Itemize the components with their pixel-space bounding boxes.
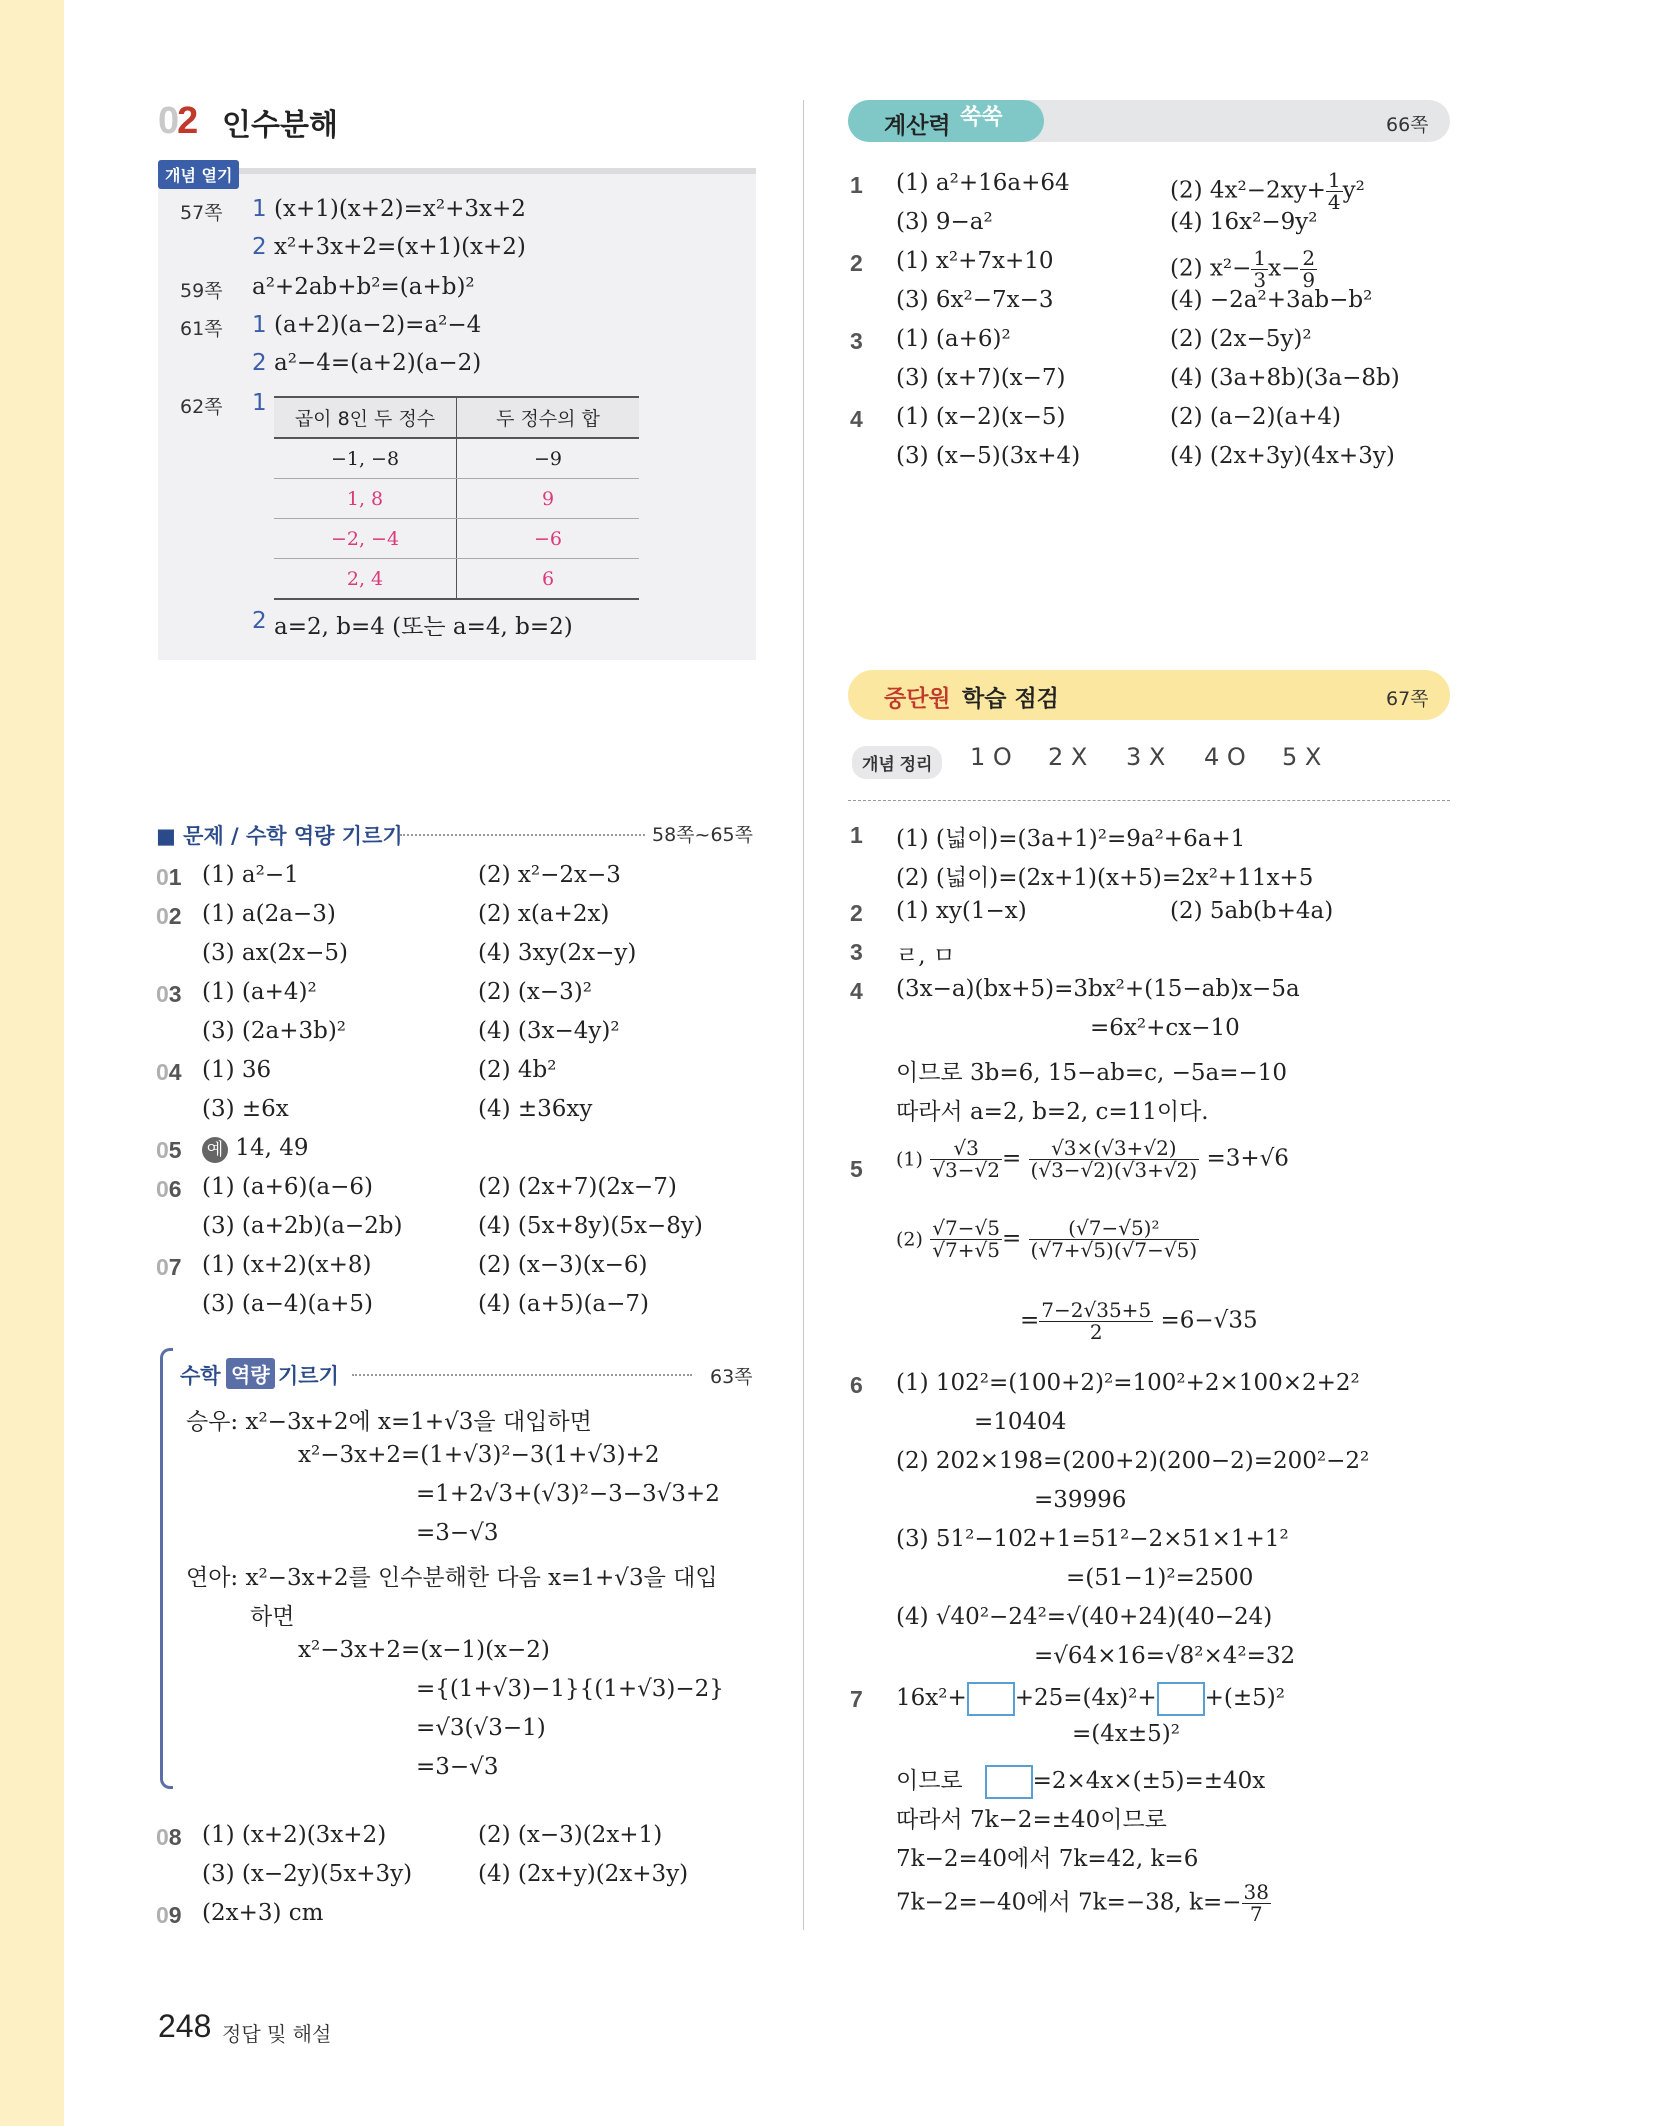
- problem-number: 02: [156, 903, 182, 929]
- answer: (1) (x+2)(x+8): [202, 1252, 372, 1278]
- concept-tag: 개념 열기: [158, 160, 239, 189]
- problem-number: 06: [156, 1176, 182, 1202]
- math-line: =3−√3: [416, 1520, 499, 1546]
- math-line: =√3(√3−1): [416, 1715, 546, 1741]
- item-number: 1: [252, 196, 267, 222]
- math-line: x²−3x+2=(1+√3)²−3(1+√3)+2: [298, 1442, 660, 1468]
- review-line-7f: 7k−2=−40에서 7k=−38, k=− $\frac{38}{7}$: [896, 1880, 1269, 1926]
- answer: (4) 3xy(2x−y): [478, 940, 637, 966]
- review-line: ㄹ, ㅁ: [896, 943, 956, 969]
- fraction: $\frac{1}{3}$: [1253, 246, 1267, 292]
- answer: (3) 9−a²: [896, 209, 993, 235]
- table-header: 곱이 8인 두 정수: [274, 397, 457, 438]
- answer: (4) (a+5)(a−7): [478, 1291, 650, 1317]
- review-line: (2) 202×198=(200+2)(200−2)=200²−2²: [896, 1448, 1370, 1474]
- math-line: ={(1+√3)−1}{(1+√3)−2}: [416, 1676, 724, 1702]
- answer: (2) (x−3)²: [478, 979, 592, 1005]
- page-number: 248: [158, 2008, 212, 2044]
- table-cell: −6: [457, 519, 640, 559]
- table-cell: −9: [457, 438, 640, 479]
- answer: (1) a²−1: [202, 862, 299, 888]
- concept-expr: a²+2ab+b²=(a+b)²: [252, 274, 475, 300]
- table-cell: 9: [457, 479, 640, 519]
- review-line: 7k−2=40에서 7k=42, k=6: [896, 1846, 1199, 1872]
- ox-answer: 3 X: [1126, 743, 1166, 771]
- math-box-bracket: [160, 1348, 173, 1789]
- item-number: 1: [252, 312, 267, 338]
- answer: (2) 4x²−2xy+ $\frac{1}{4}$ y²: [1170, 168, 1365, 214]
- concept-expr: a²−4=(a+2)(a−2): [274, 350, 482, 376]
- answer: (1) (x−2)(x−5): [896, 404, 1066, 430]
- answer: (1) (x+2)(3x+2): [202, 1822, 387, 1848]
- answer: 예 14, 49: [202, 1135, 308, 1163]
- problem-number: 05: [156, 1137, 182, 1163]
- answer: (1) 36: [202, 1057, 272, 1083]
- math-line: 하면: [250, 1604, 295, 1630]
- answer: (4) (3x−4y)²: [478, 1018, 620, 1044]
- problem-number: 01: [156, 864, 182, 890]
- problem-number: 1: [850, 172, 863, 198]
- calc-title: 계산력: [884, 113, 951, 139]
- review-num: 3: [850, 939, 863, 965]
- section-number: 02: [158, 100, 197, 142]
- review-line: (1) xy(1−x): [896, 898, 1027, 924]
- answer: (1) (a+6)²: [896, 326, 1011, 352]
- column-divider: [803, 100, 804, 1930]
- ox-answer: 4 O: [1204, 743, 1246, 771]
- fraction-line-5-2: (2) $\frac{√7-√5}{√7+√5}$ = $\frac{\text{(√7−√5)²}}{(√7+√5)(√7-√5)}$: [896, 1216, 1198, 1262]
- review-num: 7: [850, 1686, 863, 1712]
- review-title-2: 학습 점검: [962, 686, 1059, 712]
- answer: (1) a²+16a+64: [896, 170, 1070, 196]
- table-cell: 1, 8: [274, 479, 457, 519]
- left-margin-strip: [0, 0, 64, 2126]
- calc-title-suffix: 쑥쑥: [960, 105, 1003, 130]
- answer: (3) (x−2y)(5x+3y): [202, 1861, 413, 1887]
- concept-expr: x²+3x+2=(x+1)(x+2): [274, 234, 526, 260]
- review-line: (3) 51²−102+1=51²−2×51×1+1²: [896, 1526, 1289, 1552]
- answer: (2) 4b²: [478, 1057, 557, 1083]
- item-number: 2: [252, 350, 267, 376]
- answer: (2x+3) cm: [202, 1900, 324, 1926]
- review-num: 5: [850, 1156, 863, 1182]
- ox-answer: 1 O: [970, 743, 1012, 771]
- math-heading-3: 기르기: [278, 1364, 339, 1388]
- answer: (1) x²+7x+10: [896, 248, 1054, 274]
- review-num: 1: [850, 822, 863, 848]
- answer: (2) (x−3)(2x+1): [478, 1822, 663, 1848]
- answer: (3) ax(2x−5): [202, 940, 349, 966]
- section-title: 인수분해: [222, 108, 338, 143]
- page-ref-61: 61쪽: [180, 318, 223, 340]
- calc-page: 66쪽: [1386, 114, 1429, 136]
- math-heading-2: 역량: [226, 1358, 275, 1389]
- answer: (4) (2x+y)(2x+3y): [478, 1861, 689, 1887]
- item-number: 1: [252, 390, 267, 416]
- concept-expr: (x+1)(x+2)=x²+3x+2: [274, 196, 526, 222]
- answer: (2) (2x−5y)²: [1170, 326, 1312, 352]
- review-line: =(51−1)²=2500: [1066, 1565, 1254, 1591]
- answer: (2) (a−2)(a+4): [1170, 404, 1342, 430]
- review-line: 이므로 3b=6, 15−ab=c, −5a=−10: [896, 1060, 1288, 1086]
- ox-answer: 5 X: [1282, 743, 1322, 771]
- review-line: 따라서 7k−2=±40이므로: [896, 1807, 1167, 1833]
- answer: (1) a(2a−3): [202, 901, 336, 927]
- answer: (3) 6x²−7x−3: [896, 287, 1054, 313]
- math-line: =3−√3: [416, 1754, 499, 1780]
- integer-pairs-table: [274, 396, 639, 600]
- review-num: 4: [850, 978, 863, 1004]
- problem-number: 4: [850, 406, 863, 432]
- table-cell: −1, −8: [274, 438, 457, 479]
- problems-pages: 58쪽~65쪽: [652, 824, 753, 846]
- answer: (4) (3a+8b)(3a−8b): [1170, 365, 1400, 391]
- fraction: $\frac{1}{4}$: [1327, 168, 1341, 214]
- table-cell: 2, 4: [274, 559, 457, 600]
- math-heading-1: 수학: [180, 1364, 221, 1388]
- answer: (4) −2a²+3ab−b²: [1170, 287, 1373, 313]
- review-num: 2: [850, 900, 863, 926]
- dotted-leader: [352, 1374, 692, 1376]
- answer: (3) ±6x: [202, 1096, 289, 1122]
- answer: (3) (a+2b)(a−2b): [202, 1213, 403, 1239]
- answer: (4) 16x²−9y²: [1170, 209, 1318, 235]
- review-line: =√64×16=√8²×4²=32: [1034, 1643, 1296, 1669]
- fraction-line-5-3: = $\frac{7-2√35+5}{2}$ =6−√35: [1020, 1298, 1258, 1344]
- math-line: x²−3x+2=(x−1)(x−2): [298, 1637, 550, 1663]
- concept-expr: (a+2)(a−2)=a²−4: [274, 312, 482, 338]
- concept-expr: a=2, b=4 (또는 a=4, b=2): [274, 614, 573, 640]
- fraction-line-5-1: (1) $\frac{√3}{√3-√2}$ = $\frac{√3\times(√3+√2)}{(√3-√2)(√3+√2)}$ =3+√6: [896, 1136, 1289, 1182]
- page-ref-59: 59쪽: [180, 280, 223, 302]
- review-line: (1) (넓이)=(3a+1)²=9a²+6a+1: [896, 826, 1246, 852]
- answer: (1) (a+6)(a−6): [202, 1174, 374, 1200]
- review-line: (2) 5ab(b+4a): [1170, 898, 1334, 924]
- summary-tag: 개념 정리: [852, 746, 942, 779]
- footer-label: 정답 및 해설: [222, 2022, 332, 2046]
- dashed-divider: [848, 800, 1450, 801]
- review-num: 6: [850, 1372, 863, 1398]
- blank-box: [1157, 1682, 1205, 1716]
- math-line: 승우: x²−3x+2에 x=1+√3을 대입하면: [186, 1409, 592, 1435]
- ox-answer: 2 X: [1048, 743, 1088, 771]
- answer: (3) (x+7)(x−7): [896, 365, 1066, 391]
- item-number: 2: [252, 608, 267, 634]
- review-line-7c: 이므로 =2×4x×(±5)=±40x: [896, 1762, 1265, 1799]
- table-header: 두 정수의 합: [457, 397, 640, 438]
- blank-box: [967, 1682, 1015, 1716]
- review-line: 따라서 a=2, b=2, c=11이다.: [896, 1099, 1209, 1125]
- answer: (3) (a−4)(a+5): [202, 1291, 374, 1317]
- problem-number: 09: [156, 1902, 182, 1928]
- page-ref-57: 57쪽: [180, 202, 223, 224]
- problem-number: 07: [156, 1254, 182, 1280]
- answer: (2) (x−3)(x−6): [478, 1252, 648, 1278]
- answer: (4) (2x+3y)(4x+3y): [1170, 443, 1395, 469]
- problem-number: 03: [156, 981, 182, 1007]
- review-page: 67쪽: [1386, 688, 1429, 710]
- item-number: 2: [252, 234, 267, 260]
- answer: (2) x(a+2x): [478, 901, 610, 927]
- answer: (2) x²− $\frac{1}{3}$ x− $\frac{2}{9}$: [1170, 246, 1316, 292]
- answer: (3) (x−5)(3x+4): [896, 443, 1081, 469]
- answer: (4) (5x+8y)(5x−8y): [478, 1213, 703, 1239]
- answer: (4) ±36xy: [478, 1096, 593, 1122]
- review-line-7a: 16x²+ +25=(4x)²+ +(±5)²: [896, 1682, 1285, 1716]
- review-line: =(4x±5)²: [1072, 1721, 1180, 1747]
- math-page: 63쪽: [710, 1366, 753, 1388]
- review-line: =39996: [1034, 1487, 1127, 1513]
- math-line: =1+2√3+(√3)²−3−3√3+2: [416, 1481, 720, 1507]
- problem-number: 2: [850, 250, 863, 276]
- problem-number: 08: [156, 1824, 182, 1850]
- problem-number: 3: [850, 328, 863, 354]
- problem-number: 04: [156, 1059, 182, 1085]
- table-cell: −2, −4: [274, 519, 457, 559]
- review-line: (1) 102²=(100+2)²=100²+2×100×2+2²: [896, 1370, 1360, 1396]
- math-line: 연아: x²−3x+2를 인수분해한 다음 x=1+√3을 대입: [186, 1565, 718, 1591]
- problems-heading: ■ 문제 / 수학 역량 기르기: [156, 824, 403, 848]
- review-line: (4) √40²−24²=√(40+24)(40−24): [896, 1604, 1273, 1630]
- blank-box: [985, 1765, 1033, 1799]
- review-title: 중단원: [884, 686, 951, 712]
- review-line: (2) (넓이)=(2x+1)(x+5)=2x²+11x+5: [896, 865, 1314, 891]
- answer: (2) x²−2x−3: [478, 862, 621, 888]
- answer: (3) (2a+3b)²: [202, 1018, 347, 1044]
- dotted-leader: [400, 834, 645, 836]
- review-line: =6x²+cx−10: [1090, 1015, 1240, 1041]
- review-line: (3x−a)(bx+5)=3bx²+(15−ab)x−5a: [896, 976, 1300, 1002]
- answer: (1) (a+4)²: [202, 979, 317, 1005]
- review-line: =10404: [974, 1409, 1067, 1435]
- answer: (2) (2x+7)(2x−7): [478, 1174, 677, 1200]
- table-cell: 6: [457, 559, 640, 600]
- page-ref-62: 62쪽: [180, 396, 223, 418]
